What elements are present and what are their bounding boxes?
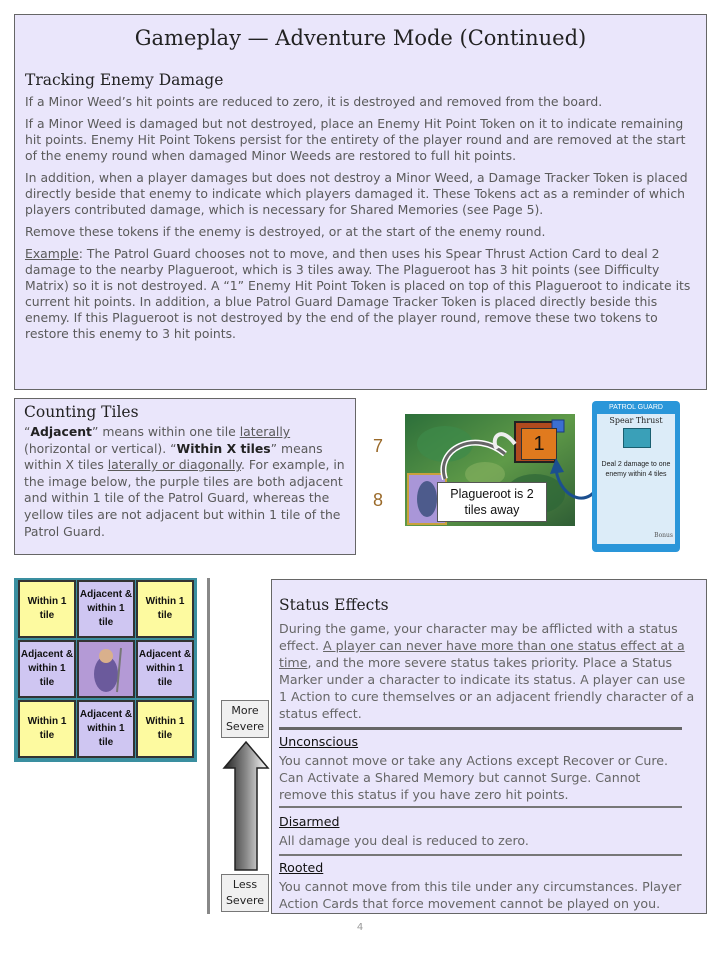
example-label: Example bbox=[25, 246, 79, 261]
quote-open: “ bbox=[24, 424, 31, 439]
counting-text-2: (horizontal or vertical). “ bbox=[24, 440, 177, 456]
tile-grid bbox=[14, 578, 197, 762]
tracking-paragraph-3: In addition, when a player damages but does not destroy a Minor Weed, a Damage Tracker Token is placed directly beside that enemy to indicate which players damaged it. These Tokens act as a reminder of which players contributed damage, which is necessary for Shared Memories (see Page 5). bbox=[25, 170, 688, 217]
tile-adjacent-top: Adjacent & within 1 tile bbox=[77, 580, 135, 638]
status-heading: Status Effects bbox=[279, 596, 389, 614]
status-intro bbox=[279, 620, 697, 722]
card-effect: Deal 2 damage to one enemy within 4 tiles bbox=[601, 461, 671, 478]
more-severe-label: More Severe bbox=[221, 700, 269, 738]
counting-text-3: ” means within X tiles bbox=[24, 440, 323, 473]
page-title: Gameplay — Adventure Mode (Continued) bbox=[134, 26, 587, 50]
tracking-example bbox=[25, 246, 697, 342]
tile-adjacent-left: Adjacent & within 1 tile bbox=[18, 640, 76, 698]
status-divider-3 bbox=[279, 854, 682, 856]
tile-within1-bottom-right: Within 1 tile bbox=[136, 700, 194, 758]
severity-arrow bbox=[221, 740, 271, 872]
unconscious-text: You cannot move or take any Actions except Recover or Cure. Can Activate a Shared Memory but cannot Surge. Cannot remove this status if you have zero hit points. bbox=[279, 753, 669, 802]
hit-point-token: 1 bbox=[521, 428, 557, 460]
row-label-7: 7 bbox=[373, 436, 384, 456]
disarmed-title: Disarmed bbox=[279, 814, 340, 829]
severity-divider-line bbox=[207, 578, 210, 914]
tile-within1-top-right: Within 1 tile bbox=[136, 580, 194, 638]
tile-adjacent-bottom: Adjacent & within 1 tile bbox=[77, 700, 135, 758]
tile-within1-top-left: Within 1 tile bbox=[18, 580, 76, 638]
rooted-title: Rooted bbox=[279, 860, 324, 875]
rooted-text: You cannot move from this tile under any circumstances. Player Action Cards that force movement cannot be played on you. bbox=[279, 879, 682, 911]
status-intro-a: During the game, your character may be afflicted with a status effect. bbox=[279, 621, 678, 653]
tracking-heading: Tracking Enemy Damage bbox=[25, 71, 224, 89]
disarmed-text: All damage you deal is reduced to zero. bbox=[279, 833, 529, 848]
patrol-guard-tile bbox=[77, 640, 135, 698]
tracking-paragraph-4: Remove these tokens if the enemy is destroyed, or at the start of the enemy round. bbox=[25, 224, 546, 239]
tracking-paragraph-2: If a Minor Weed is damaged but not destroyed, place an Enemy Hit Point Token on it to indicate remaining hit points. Enemy Hit Point Tokens persist for the entirety of the player round and are removed at the start of the enemy round when damaged Minor Weeds are restored to full hit points. bbox=[25, 116, 686, 163]
within-x-term: Within X tiles bbox=[176, 440, 271, 456]
card-art bbox=[623, 428, 651, 448]
lateral-diagonal-term: laterally or diagonally bbox=[107, 457, 241, 473]
row-label-8: 8 bbox=[373, 490, 384, 510]
counting-text bbox=[24, 424, 348, 540]
unconscious-title: Unconscious bbox=[279, 734, 359, 749]
tile-adjacent-right: Adjacent & within 1 tile bbox=[136, 640, 194, 698]
less-severe-label: Less Severe bbox=[221, 874, 269, 912]
laterally-term: laterally bbox=[239, 424, 291, 439]
counting-heading: Counting Tiles bbox=[24, 403, 139, 421]
counting-tiles-section bbox=[14, 398, 356, 555]
example-text: : The Patrol Guard chooses not to move, and then uses his Spear Thrust Action Card to deal 2 damage to the nearby Plagueroot, which is 3 tiles away. The Plagueroot has 3 hit points (see Difficulty Matrix) so it is not destroyed. A “1” Enemy Hit Point Token is placed on top of this Plagueroot to indicate its current hit points. In addition, a blue Patrol Guard Damage Tracker Token is placed directly beside this enemy. If this Plagueroot is not destroyed by the end of the player round, remove these two tokens to restore this enemy to 3 hit points. bbox=[25, 246, 691, 341]
counting-text-1: ” means within one tile bbox=[91, 424, 240, 439]
tracking-paragraph-1: If a Minor Weed’s hit points are reduced to zero, it is destroyed and removed from the board. bbox=[25, 94, 603, 109]
callout-box: Plagueroot is 2 tiles away bbox=[437, 482, 547, 522]
status-intro-b: , and the more severe status takes priority. Place a Status Marker under a character to indicate its status. A player can use 1 Action to cure themselves or an adjacent friendly character of a status effect. bbox=[279, 655, 695, 721]
card-title: PATROL GUARD bbox=[609, 404, 663, 411]
status-divider-2 bbox=[279, 806, 682, 808]
page-number: 4 bbox=[356, 922, 364, 933]
adjacent-term: Adjacent bbox=[30, 424, 92, 439]
tracking-section bbox=[14, 14, 707, 390]
counting-text-4: . For example, in the image below, the purple tiles are both adjacent and within 1 tile of the Patrol Guard, whereas the yellow tiles are not adjacent but within 1 tile of the Patrol Guard. bbox=[24, 457, 345, 539]
action-card bbox=[592, 401, 680, 552]
status-intro-underlined: A player can never have more than one status effect at a time bbox=[279, 638, 685, 670]
status-divider-1 bbox=[279, 727, 682, 730]
tile-within1-bottom-left: Within 1 tile bbox=[18, 700, 76, 758]
board-image bbox=[365, 414, 575, 526]
card-action-name: Spear Thrust bbox=[609, 416, 663, 425]
patrol-guard-figure bbox=[81, 644, 131, 694]
card-footer: Bonus bbox=[654, 532, 673, 539]
